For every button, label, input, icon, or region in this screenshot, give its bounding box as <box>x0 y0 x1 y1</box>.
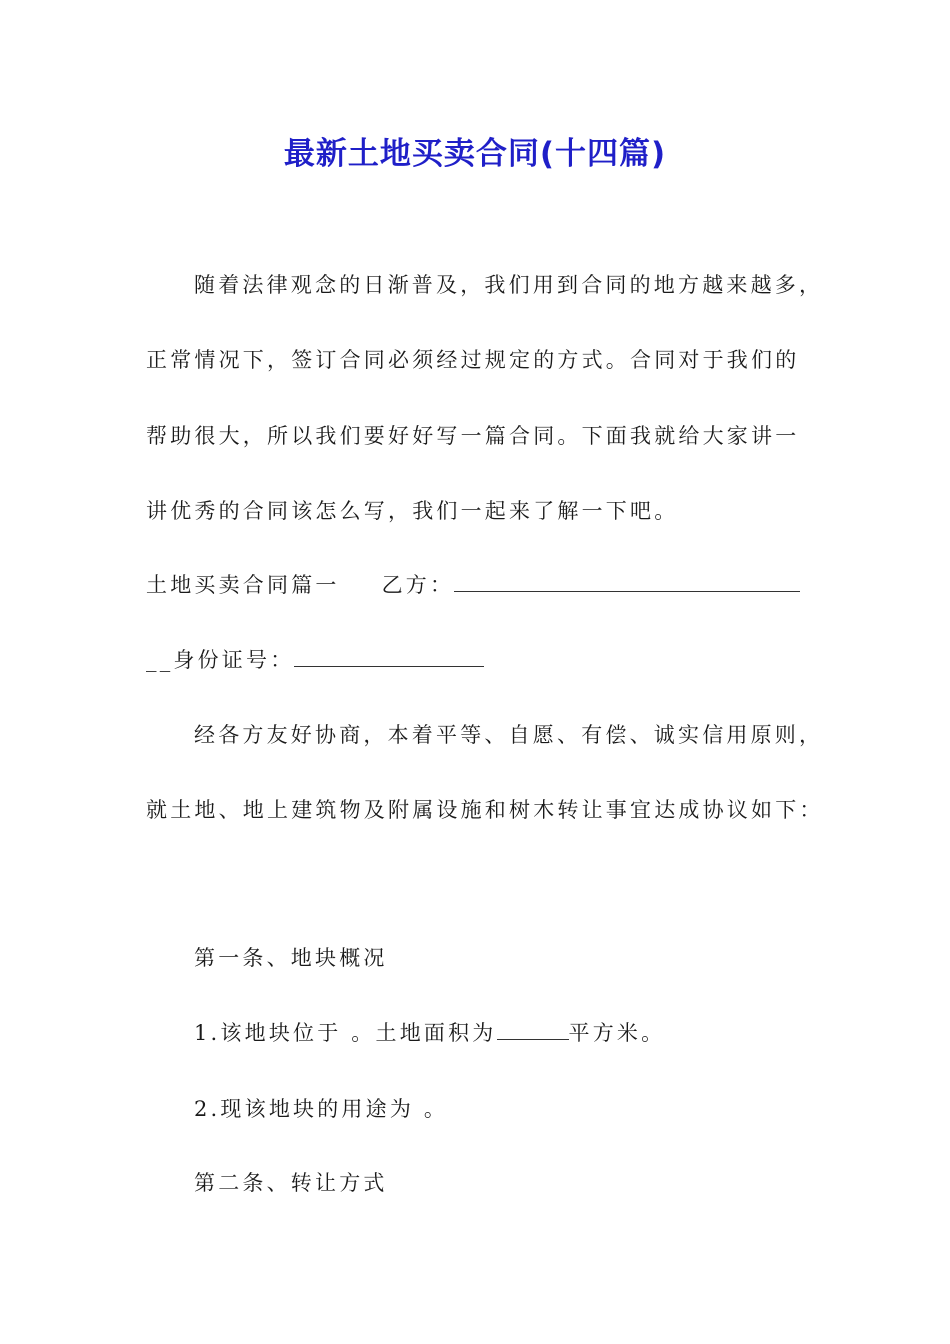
intro-line-3: 帮助很大，所以我们要好好写一篇合同。下面我就给大家讲一 <box>146 424 800 448</box>
party-b-blank <box>454 571 800 592</box>
item-1-suffix: 平方米。 <box>568 1021 666 1045</box>
id-number-blank <box>294 646 484 667</box>
id-number-line <box>146 645 484 675</box>
document-title: 最新土地买卖合同(十四篇) <box>283 136 667 172</box>
section-heading-line <box>146 570 800 600</box>
id-number-label: 身份证号： <box>173 648 295 672</box>
article-2-title: 第二条、转让方式 <box>194 1171 388 1195</box>
intro-line-2: 正常情况下，签订合同必须经过规定的方式。合同对于我们的 <box>146 348 800 372</box>
section-heading: 土地买卖合同篇一 <box>146 573 340 597</box>
article-1-item-1 <box>194 1018 665 1048</box>
land-area-blank <box>497 1019 569 1040</box>
party-b-label: 乙方： <box>381 573 455 597</box>
item-1-prefix: 1.该地块位于 。土地面积为 <box>194 1021 497 1045</box>
id-prefix: __ <box>146 648 174 672</box>
article-1-title: 第一条、地块概况 <box>194 946 388 970</box>
article-1-item-2: 2.现该地块的用途为 。 <box>194 1097 449 1121</box>
agreement-line-1: 经各方友好协商，本着平等、自愿、有偿、诚实信用原则， <box>194 723 824 747</box>
intro-line-1: 随着法律观念的日渐普及，我们用到合同的地方越来越多， <box>194 273 824 297</box>
intro-line-4: 讲优秀的合同该怎么写，我们一起来了解一下吧。 <box>146 499 679 523</box>
agreement-line-2: 就土地、地上建筑物及附属设施和树木转让事宜达成协议如下： <box>146 798 824 822</box>
